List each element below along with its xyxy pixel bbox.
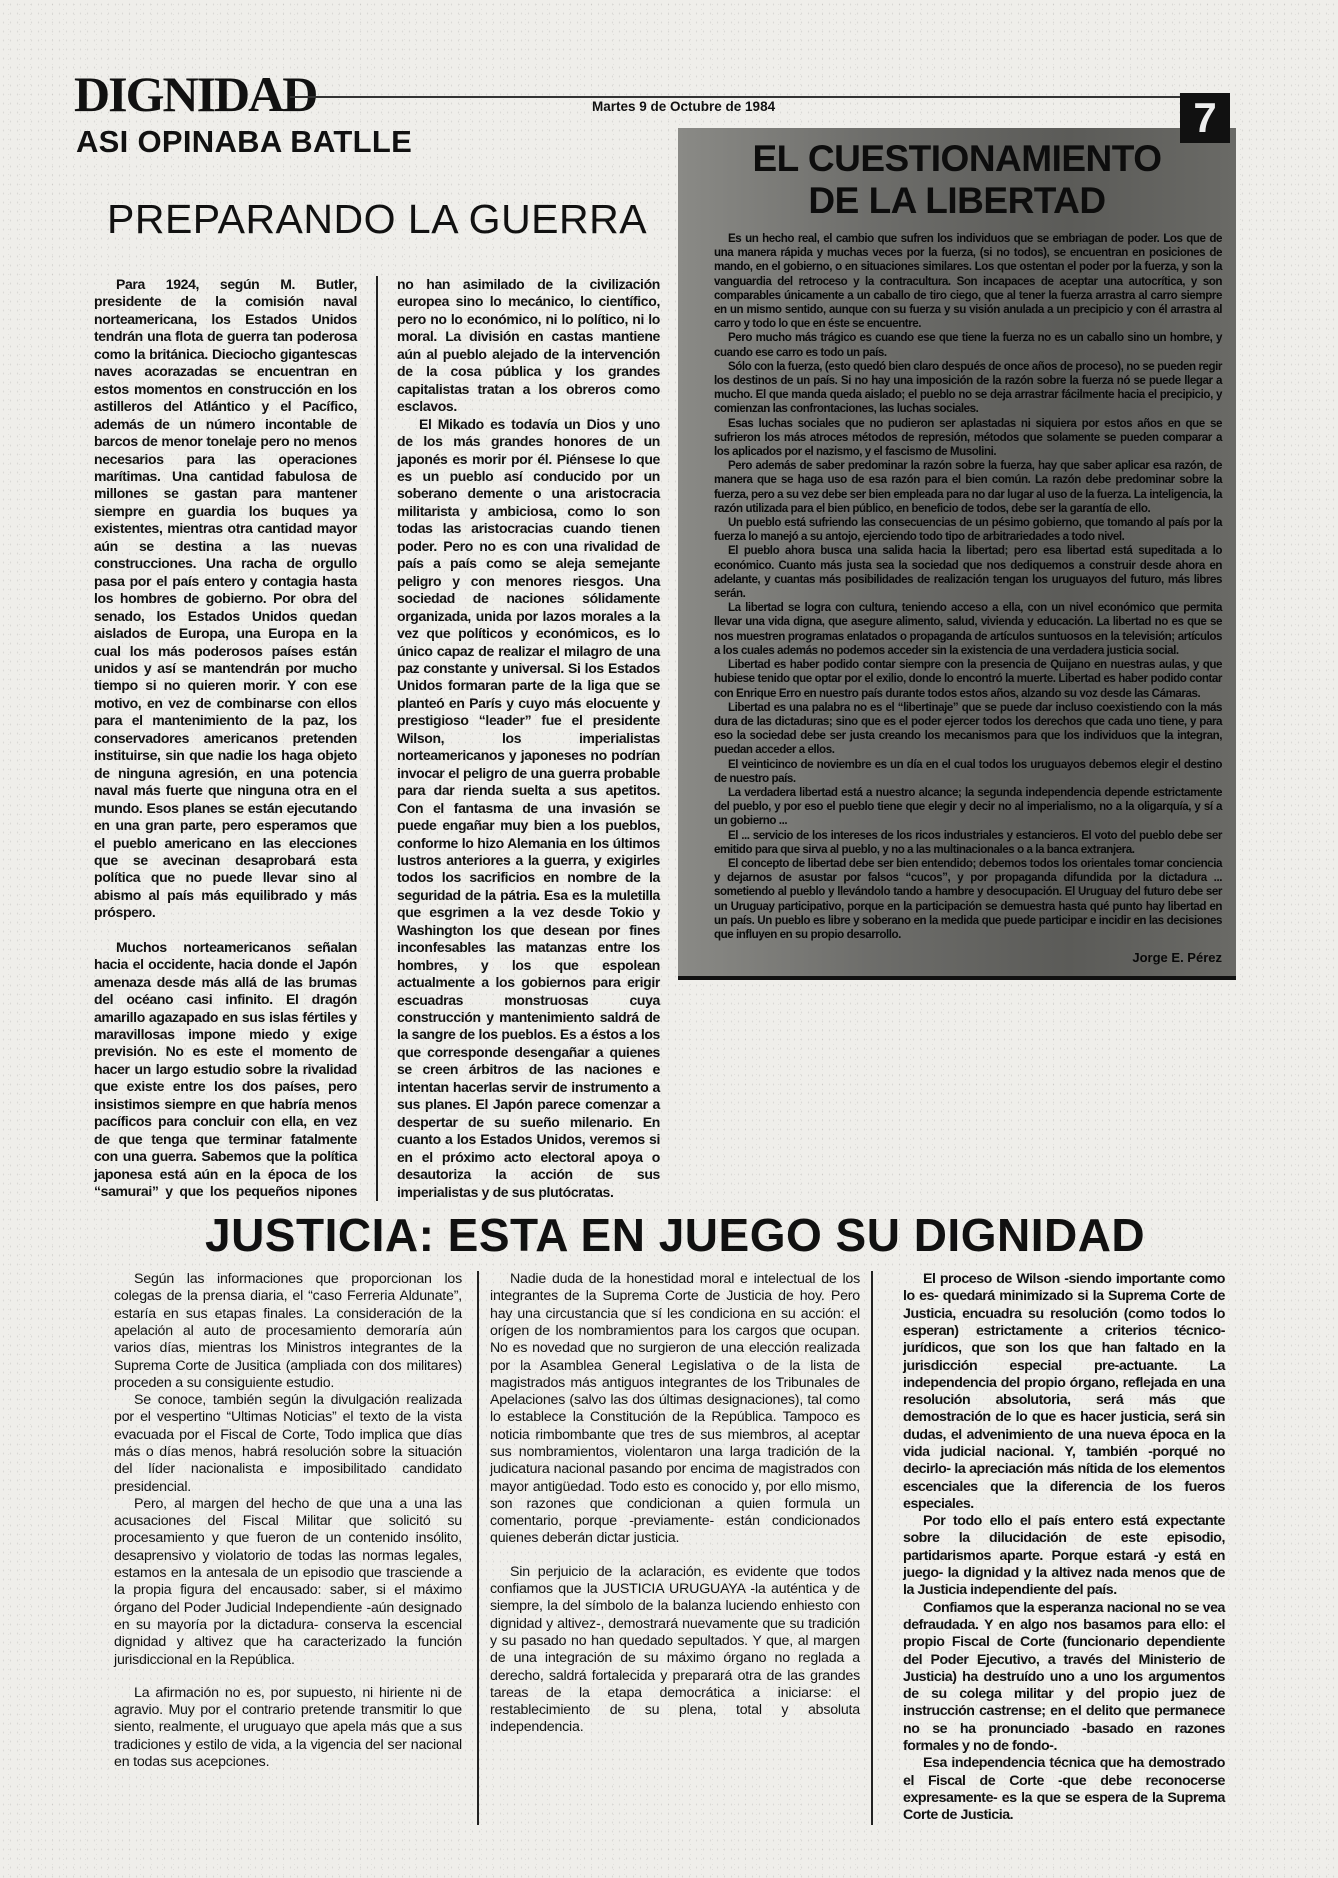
paragraph: El concepto de libertad debe ser bien entendido; debemos todos los orientales tomar conciencia y dejarnos de asustar por falsos “cucos”, y por propaganda difundida por la dictadura ... sometiendo al pueblo y llevándolo tando a hambre y desocupación. El Uruguay del futuro debe ser un Uruguay participativo, porque en la participación se demuestra hasta qué punto hay libertad en un país. Un pueblo es libre y soberano en la medida que puede participar e incidir en las decisiones que influyen en su propio desarrollo. <box>714 856 1222 941</box>
paragraph: Libertad es haber podido contar siempre con la presencia de Quijano en nuestras aulas, y que hubiese tenido que optar por el exilio, donde lo encontró la muerte. Libertad es haber podido contar con Enrique Erro en nuestro país durante todos estos años, alzando su voz desde las Cámaras. <box>714 658 1222 700</box>
paragraph: Por todo ello el país entero está expectante sobre la dilucidación de este episodio, partidarismos aparte. Porque estará -y está en juego- la dignidad y la altivez nada menos que de la Justicia independiente del país. <box>903 1513 1225 1599</box>
paragraph: El pueblo ahora busca una salida hacia la libertad; pero esa libertad está supeditada a lo económico. Cuanto más justa sea la sociedad que nos dediquemos a construir desde ahora en adelante, y cuantas más posibilidades de realización tengan los uruguayos del futuro, más libres serán. <box>714 544 1222 601</box>
paragraph: Un pueblo está sufriendo las consecuencias de un pésimo gobierno, que tomando al país por la fuerza lo manejó a su antojo, ejerciendo todo tipo de arbitrariedades a todo nivel. <box>714 516 1222 544</box>
paragraph: Para 1924, según M. Butler, presidente de la comisión naval norteamericana, los Estados Unidos tendrán una flota de guerra tan poderosa como la británica. Dieciocho gigantescas naves acorazadas se encuentran en estos momentos en construcción en los astilleros del Atlántico y el Pacífico, además de un número incontable de barcos de menor tonelaje pero no menos necesarios para las operaciones marítimas. Una cantidad fabulosa de millones se gastan para mantener siempre en guardia los buques ya existentes, mientras otra cantidad mayor aún se destina a las nuevas construcciones. Una racha de orgullo pasa por el país entero y contagia hasta los hombres de gobierno. Por obra del senado, los Estados Unidos quedan aislados de Europa, una Europa en la cual los más poderosos países están unidos y así se mantendrán por mucho tiempo si no quieren morir. Y con ese motivo, en vez de combinarse con ellos para el mantenimiento de la paz, los conservadores americanos pretenden instituirse, sin que nadie los haga objeto de ninguna agresión, en una potencia naval más fuerte que ninguna otra en el mundo. Esos planes se están ejecutando en una gran parte, pero esperamos que el pueblo americano en las elecciones que se avecinan desaprobará esta política que no puede llevar sino al abismo al país más equilibrado y más próspero. <box>94 276 357 921</box>
article-headline-justicia: JUSTICIA: ESTA EN JUEGO SU DIGNIDAD <box>205 1209 1146 1262</box>
article-body-preparando <box>94 276 660 1201</box>
boxed-article-body <box>714 232 1222 942</box>
article-column-2 <box>477 1271 860 1825</box>
boxed-headline-line1: EL CUESTIONAMIENTO <box>752 138 1162 179</box>
masthead-logo: DIGNIDAD <box>74 66 317 122</box>
paragraph: Esa independencia técnica que ha demostrado el Fiscal de Corte -que debe reconocerse expresamente- es la que se espera de la Suprema Corte de Justicia. <box>903 1755 1225 1824</box>
section-title: ASI OPINABA BATLLE <box>76 124 413 159</box>
paragraph: Esas luchas sociales que no pudieron ser aplastadas ni siquiera por estos años en que se sufrieron los más atroces métodos de represión, métodos que solamente se pueden comparar a los aplicados por el nazismo, y el fascismo de Musolini. <box>714 416 1222 459</box>
paragraph: Sólo con la fuerza, (esto quedó bien claro después de once años de proceso), no se pueden regir los destinos de un país. Si no hay una imposición de la razón sobre la fuerza nó se puede llegar a mucho. El que manda queda aislado; el pueblo no se deja arrastrar fácilmente hacia el precipicio, y comienzan las confrontaciones, las luchas sociales. <box>714 359 1222 416</box>
paragraph: El ... servicio de los intereses de los ricos industriales y estancieros. El voto del pueblo debe ser emitido para que sirva al pueblo, y no a las multinacionales o a la banca extranjera. <box>714 828 1222 856</box>
paragraph: Según las informaciones que proporcionan los colegas de la prensa diaria, el “caso Ferreria Aldunate”, estaría en sus etapas finales. La consideración de la apelación al auto de procesamiento demoraría aún varios días, mientras los Ministros integrantes de la Suprema Corte de Jusitica (ampliada con dos militares) proceden a su consiguiente estudio. <box>114 1271 462 1391</box>
article-column-1 <box>114 1271 462 1825</box>
paragraph: Es un hecho real, el cambio que sufren los individuos que se embriagan de poder. Los que de una manera rápida y muchas veces por la fuerza, (si no todos), se encuentran en posiciones de mando, en el gobierno, o en situaciones similares. Los que ostentan el poder por la fuerza, y son la vanguardia del retroceso y la contracultura. Son incapaces de aceptar una autocrítica, y son comparables únicamente a un caballo de tiro ciego, que al tener la fuerza arrastra al carro siempre en un mismo sentido, aunque con su fuerza y su visión anulada a un precipicio y con él arrastra al carro y todo lo que en éste se encuentre. <box>714 232 1222 331</box>
article-headline-preparando: PREPARANDO LA GUERRA <box>107 196 648 242</box>
paragraph: Libertad es una palabra no es el “libertinaje” que se puede dar incluso coexistiendo con la más dura de las dictaduras; sino que es el poder ejercer todos los derechos que cada uno tiene, y para eso la sociedad debe ser justa creando los mecanismos para que los individuos que la integran, puedan acceder a ellos. <box>714 700 1222 757</box>
paragraph: Pero, al margen del hecho de que una a una las acusaciones del Fiscal Militar que solicitó su procesamiento y que fueron de un contenido insólito, desaprensivo y violatorio de todas las normas legales, estamos en la antesala de un episodio que trasciende a la propia figura del encausado: saber, si el máximo órgano del Poder Judicial Independiente -aún designado en su mayoría por la dictadura- conserva la escencial dignidad y altivez que ha caracterizado la función jurisdiccional en la República. <box>114 1495 462 1668</box>
page-header <box>0 0 1338 141</box>
left-article-area <box>76 124 660 1201</box>
paragraph: El Mikado es todavía un Dios y uno de los más grandes honores de un japonés es morir por él. Piénsese lo que es un pueblo así conducido por un soberano demente o una aristocracia militarista y ambiciosa, como lo son todas las aristocracias cuando tienen poder. Pero no es con una rivalidad de país a país como se aleja semejante peligro y con menores riesgos. Una sociedad de naciones sólidamente organizada, unida por lazos morales a la vez que políticos y económicos, es lo único capaz de realizar el milagro de una paz constante y universal. Si los Estados Unidos formaran parte de la liga que se planteó en París y cuyo más elocuente y prestigioso “leader” fue el presidente Wilson, los imperialistas norteamericanos y japoneses no podrían invocar el peligro de una guerra probable para dar rienda suelta a sus apetitos. Con el fantasma de una invasión se puede engañar muy bien a los pueblos, conforme lo hizo Alemania en los últimos lustros anteriores a la guerra, y exigirles todos los sacrificios en nombre de la seguridad de la pátria. Esa es la muletilla que esgrimen a la vez desde Tokio y Washington los que desean por fines inconfesables las matanzas entre los hombres, y los que espolean actualmente a los gobiernos para erigir escuadras monstruosas cuya construcción y mantenimiento saldrá de la sangre de los pueblos. Es a éstos a los que corresponde desengañar a quienes se creen árbitros de las naciones e intentan hacerlas servir de instrumento a sus planes. El Japón parece comenzar a despertar de su sueño milenario. En cuanto a los Estados Unidos, veremos si en el próximo acto electoral apoya o desautoriza la acción de sus imperialistas y de sus plutócratas. <box>397 415 660 1200</box>
paragraph: La libertad se logra con cultura, teniendo acceso a ella, con un nivel económico que permita llevar una vida digna, que asegure alimento, salud, vivienda y educación. La libertad no es que se nos muestren programas enlatados o propaganda de artículos suntuosos en la televisión; artículos a los cuales además no podemos acceder sin la existencia de una verdadera justicia social. <box>714 601 1222 657</box>
page-number: 7 <box>1180 93 1230 143</box>
article-column-3 <box>871 1271 1225 1825</box>
paragraph: Sin perjuicio de la aclaración, es evidente que todos confiamos que la JUSTICIA URUGUAYA -la auténtica y de siempre, la del símbolo de la balanza luciendo enhiesto con dignidad y altivez-, demostrará nuevamente que su tradición y su pasado no han quedado sepultados. Y que, al margen de una integración de su máximo órgano no reglada a derecho, saldrá fortalecida y preparará otra de las grandes tareas de la etapa democrática a iniciarse: el restablecimiento de su plena, total y absoluta independencia. <box>490 1563 860 1736</box>
bottom-section <box>0 1271 1338 1865</box>
paragraph: La verdadera libertad está a nuestro alcance; la segunda independencia depende estrictamente del pueblo, y por eso el pueblo tiene que elegir y decir no al imperialismo, no a la oligarquía, y sí a un gobierno ... <box>714 785 1222 828</box>
top-section <box>0 124 1338 1201</box>
paragraph: Se conoce, también según la divulgación realizada por el vespertino “Ultimas Noticias” el texto de la vista evacuada por el Fiscal de Corte, Todo implica que días más o días menos, habrá resolución sobre la situación del líder nacionalista e imposibilitado candidato presidencial. <box>114 1392 462 1495</box>
masthead-rule <box>290 96 1180 98</box>
paragraph: Pero además de saber predominar la razón sobre la fuerza, hay que saber aplicar esa razón, de manera que se haga uso de esa razón para el bien común. La razón debe predominar sobre la fuerza, pero a su vez debe ser bien empleada para no dar lugar al uso de la fuerza. La inteligencia, la razón utilizada para el bien público, en beneficio de todos, debe ser la garantía de ello. <box>714 459 1222 515</box>
boxed-headline-line2: DE LA LIBERTAD <box>808 180 1106 221</box>
issue-date: Martes 9 de Octubre de 1984 <box>592 99 776 114</box>
paragraph: Confiamos que la esperanza nacional no se vea defraudada. Y en algo nos basamos para ello: el propio Fiscal de Corte (funcionario dependiente del Poder Ejecutivo, a través del Ministerio de Justicia) ha destruído uno a uno los argumentos de su colega militar y del propio juez de instrucción castrense; en el delito que permanece no se ha pronunciado -basado en razones formales y no de fondo-. <box>903 1599 1225 1755</box>
paragraph: La afirmación no es, por supuesto, ni hiriente ni de agravio. Muy por el contrario pretende transmitir lo que siento, realmente, el uruguayo que apela más que a sus tradiciones y estilo de vida, a la vigencia del ser nacional en todas sus acepciones. <box>114 1684 462 1771</box>
author-signature: Jorge E. Pérez <box>1132 950 1222 966</box>
boxed-article-libertad <box>678 128 1236 980</box>
paragraph: Pero mucho más trágico es cuando ese que tiene la fuerza no es un caballo sino un hombre, y cuando ese carro es todo un país. <box>714 331 1222 359</box>
paragraph: Nadie duda de la honestidad moral e intelectual de los integrantes de la Suprema Corte de Justicia de hoy. Pero hay una circustancia que sí les condiciona en su acción: el orígen de los nombramientos para los cargos que ocupan. No es novedad que no surgieron de una elección realizada por la Asamblea General Legislativa o de la lista de magistrados más antiguos integrantes de los Tribunales de Apelaciones (salvo las dos últimas designaciones), tal como lo establece la Constitución de la República. Tampoco es noticia rimbombante que tres de sus miembros, al aceptar sus nombramientos, violentaron una larga tradición de la judicatura nacional pasando por encima de magistrados con mayor antigüedad. Todo esto es conocido y, por ello mismo, son razones que condicionan a quien formula un comentario, porque -previamente- están condicionados quienes deberán dictar justicia. <box>490 1271 860 1547</box>
paragraph: El proceso de Wilson -siendo importante como lo es- quedará minimizado si la Suprema Corte de Justicia, encuadra su resolución (como todos lo esperan) estrictamente a criterios técnico-jurídicos, que son los que han faltado en la jurisdicción especial pre-actuante. La independencia del propio órgano, reflejada en una resolución absolutoria, será más que demostración de lo que es hacer justicia, será sin dudas, el advenimiento de una nueva época en la vida judicial nacional. Y, también -porqué no decirlo- la apreciación más nítida de los elementos escenciales que la diferencia de los fueros especiales. <box>903 1271 1225 1512</box>
paragraph: Muchos norteamericanos señalan hacia el occidente, hacia donde el Japón amenaza desde más allá de las brumas del océano casi infinito. El dragón amarillo agazapado en sus islas fértiles y maravillosas impone miedo y exige previsión. No es este el momento de hacer un largo estudio sobre la rivalidad que existe entre los dos países, pero insistimos siempre en que habría menos pacíficos para concluir con ella, en vez de que tenga que terminar fatalmente con una guerra. Sabemos que la política japonesa está aún en la época de los “samurai” y que los pequeños nipones no han asimilado de la civilización europea sino lo mecánico, lo científico, pero no lo económico, ni lo político, ni lo moral. La división en castas mantiene aún al pueblo alejado de la intervención de la cosa pública y los grandes capitalistas tratan a los obreros como esclavos. <box>94 276 660 1200</box>
paragraph: El veinticinco de noviembre es un día en el cual todos los uruguayos debemos elegir el destino de nuestro país. <box>714 757 1222 785</box>
